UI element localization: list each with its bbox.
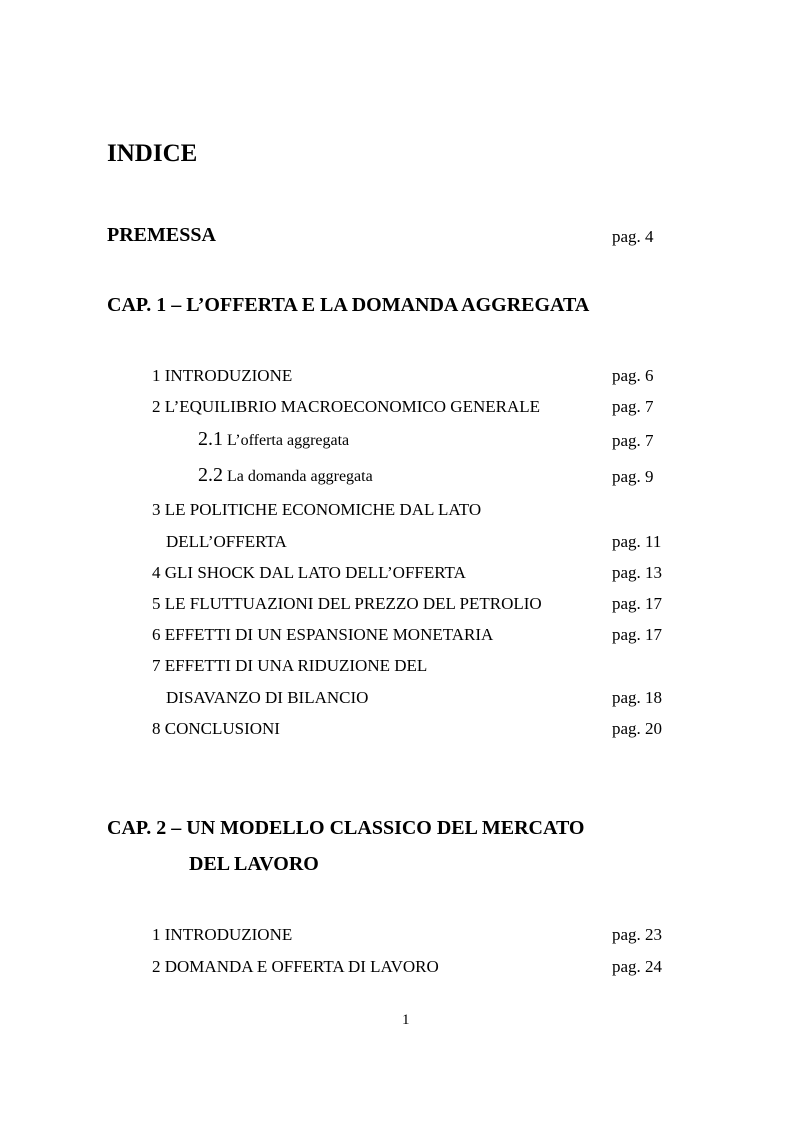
toc-entry-page: pag. 17 bbox=[612, 625, 663, 644]
page-number: 1 bbox=[402, 1012, 410, 1028]
toc-entry-label-continued: DISAVANZO DI BILANCIO bbox=[166, 688, 369, 707]
toc-entry-page: pag. 24 bbox=[612, 957, 663, 976]
toc-entry-label: 8 CONCLUSIONI bbox=[152, 719, 280, 738]
toc-entry-label: 2 DOMANDA E OFFERTA DI LAVORO bbox=[152, 957, 439, 976]
toc-entry-label: 3 LE POLITICHE ECONOMICHE DAL LATO bbox=[152, 500, 482, 519]
toc-entry-page: pag. 11 bbox=[612, 532, 662, 551]
toc-entry-label: 1 INTRODUZIONE bbox=[152, 925, 293, 944]
toc-entry-page: pag. 20 bbox=[612, 719, 663, 738]
premessa-page: pag. 4 bbox=[612, 227, 654, 246]
toc-entry-page: pag. 18 bbox=[612, 688, 663, 707]
toc-subentry-number: 2.2 bbox=[198, 464, 223, 486]
chapter-1-heading: CAP. 1 – L’OFFERTA E LA DOMANDA AGGREGATA bbox=[107, 294, 590, 316]
toc-entry-page: pag. 6 bbox=[612, 366, 654, 385]
toc-entry-label: 5 LE FLUTTUAZIONI DEL PREZZO DEL PETROLIO bbox=[152, 594, 542, 613]
toc-entry-label: 2 L’EQUILIBRIO MACROECONOMICO GENERALE bbox=[152, 397, 540, 416]
toc-subentry bbox=[198, 465, 373, 485]
toc-entry-label: 6 EFFETTI DI UN ESPANSIONE MONETARIA bbox=[152, 625, 494, 644]
toc-entry-label: 7 EFFETTI DI UNA RIDUZIONE DEL bbox=[152, 656, 428, 675]
premessa-label: PREMESSA bbox=[107, 224, 216, 246]
toc-entry-label-continued: DELL’OFFERTA bbox=[166, 532, 287, 551]
toc-entry-page: pag. 13 bbox=[612, 563, 663, 582]
toc-subentry-number: 2.1 bbox=[198, 428, 223, 450]
toc-subentry bbox=[198, 429, 349, 449]
toc-entry-label: 1 INTRODUZIONE bbox=[152, 366, 293, 385]
toc-entry-label: 4 GLI SHOCK DAL LATO DELL’OFFERTA bbox=[152, 563, 466, 582]
toc-entry-page: pag. 17 bbox=[612, 594, 663, 613]
chapter-2-heading: CAP. 2 – UN MODELLO CLASSICO DEL MERCATO bbox=[107, 817, 585, 839]
toc-entry-page: pag. 23 bbox=[612, 925, 663, 944]
chapter-2-heading-continued: DEL LAVORO bbox=[189, 853, 319, 875]
page-title: INDICE bbox=[107, 140, 198, 167]
toc-entry-page: pag. 7 bbox=[612, 431, 654, 450]
toc-entry-page: pag. 9 bbox=[612, 467, 654, 486]
toc-subentry-label: L’offerta aggregata bbox=[227, 432, 350, 449]
toc-subentry-label: La domanda aggregata bbox=[227, 468, 373, 485]
toc-entry-page: pag. 7 bbox=[612, 397, 654, 416]
